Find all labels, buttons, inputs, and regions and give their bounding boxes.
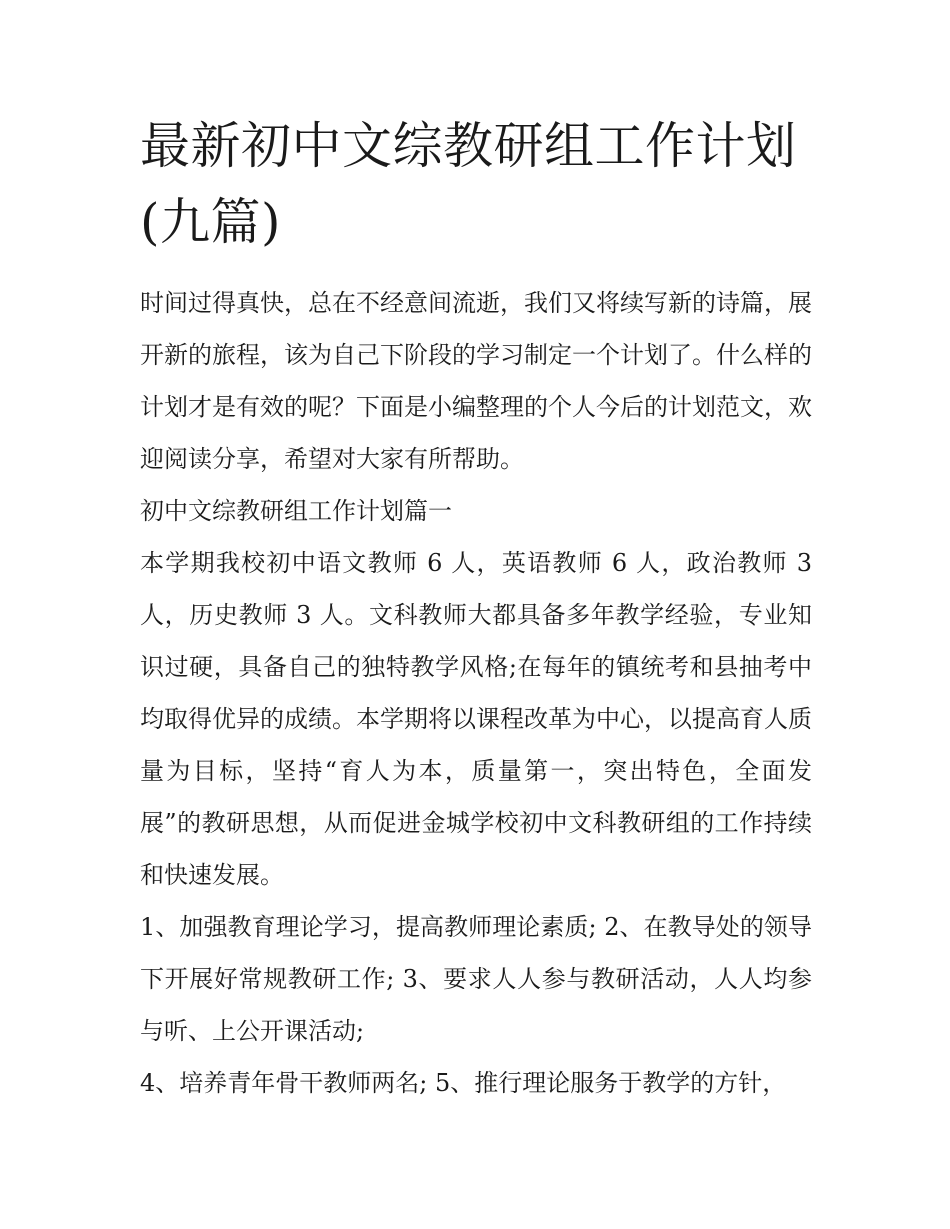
body-paragraph: 本学期我校初中语文教师 6 人，英语教师 6 人，政治教师 3 人，历史教师 3 人。文科教师大都具备多年教学经验，专业知识过硬，具备自己的独特教学风格;在每年的镇统考和县抽考中均取得优异的成绩。本学期将以课程改革为中心，以提高育人质量为目标，坚持“育人为本，质量第一，突出特色，全面发展”的教研思想，从而促进金城学校初中文科教研组的工作持续和快速发展。 xyxy=(140,549,812,889)
intro-paragraph: 时间过得真快，总在不经意间流逝，我们又将续写新的诗篇，展开新的旅程，该为自己下阶段的学习制定一个计划了。什么样的计划才是有效的呢？下面是小编整理的个人今后的计划范文，欢迎阅读分享，希望对大家有所帮助。 xyxy=(140,289,812,473)
list-paragraph: 4、培养青年骨干教师两名; 5、推行理论服务于教学的方针， xyxy=(140,1069,787,1097)
list-paragraph: 1、加强教育理论学习，提高教师理论素质; 2、在教导处的领导下开展好常规教研工作; 3、要求人人参与教研活动，人人均参与听、上公开课活动; xyxy=(140,913,812,1045)
document-page xyxy=(140,108,812,1109)
document-title: 最新初中文综教研组工作计划(九篇) xyxy=(140,117,797,251)
section-heading: 初中文综教研组工作计划篇一 xyxy=(140,497,452,525)
